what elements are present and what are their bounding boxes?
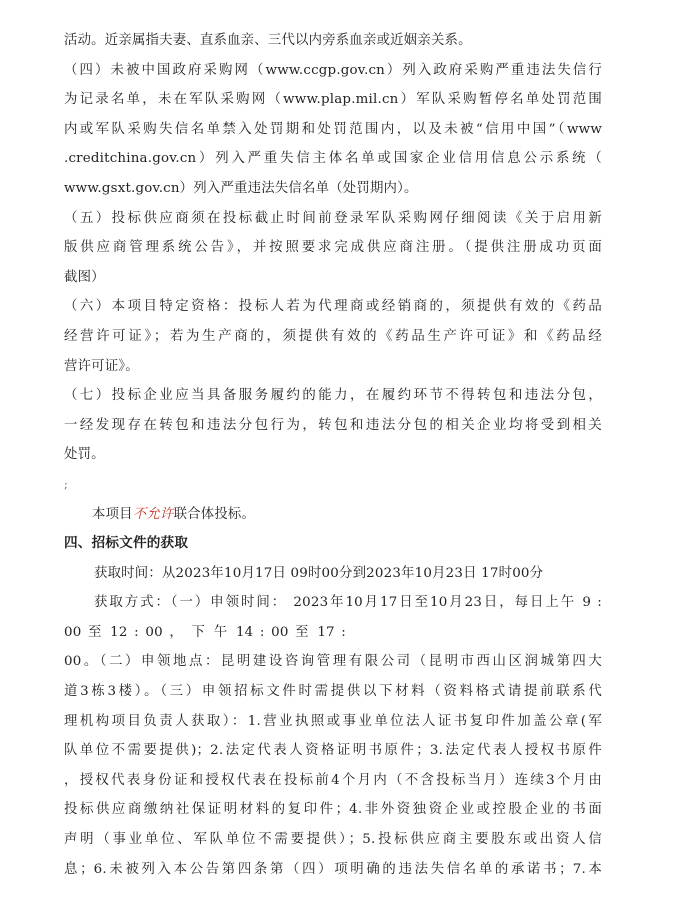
- document-page: [64, 26, 602, 884]
- text-line: ，授权代表身份证和授权代表在投标前4个月内（不含投标当月）连续3个月由: [64, 772, 602, 788]
- text-line: 为记录名单，未在军队采购网（www.plap.mil.cn）军队采购暂停名单处罚范围: [64, 92, 602, 108]
- text-line: 00 至 12 : 00 ， 下 午 14 : 00 至 17 :: [64, 624, 346, 640]
- text-line: （四）未被中国政府采购网（www.ccgp.gov.cn）列入政府采购严重违法失信行: [64, 62, 602, 78]
- text-line: 道3栋3楼）。（三）申领招标文件时需提供以下材料（资料格式请提前联系代: [64, 684, 602, 700]
- consortium-line: [64, 500, 602, 530]
- consortium-value: 不允许: [132, 506, 174, 522]
- text-line: 00。（二）申领地点：昆明建设咨询管理有限公司（昆明市西山区润城第四大: [64, 654, 602, 670]
- text-line: 声明（事业单位、军队单位不需要提供）；5.投标供应商主要股东或出资人信: [64, 832, 602, 848]
- text-line: 理机构项目负责人获取）：1.营业执照或事业单位法人证书复印件加盖公章(军: [64, 713, 602, 729]
- text-line: 内或军队采购失信名单禁入处罚期和处罚范围内，以及未被“信用中国”（www: [64, 121, 602, 137]
- text-line: 息；6.未被列入本公告第四条第（四）项明确的违法失信名单的承诺书；7.本: [64, 861, 602, 877]
- text-line: （六）本项目特定资格：投标人若为代理商或经销商的，须提供有效的《药品: [64, 299, 602, 315]
- text-line: 投标供应商缴纳社保证明材料的复印件；4.非外资独资企业或控股企业的书面: [64, 802, 602, 818]
- text-line: www.gsxt.gov.cn）列入严重违法失信名单（处罚期内）。: [64, 180, 418, 196]
- text-line: 处罚。: [64, 447, 105, 463]
- acquire-time: 获取时间：从2023年10月17日 09时00分到2023年10月23日 17时00分: [94, 565, 544, 581]
- text-line: （五）投标供应商须在投标截止时间前登录军队采购网仔细阅读《关于启用新: [64, 210, 602, 226]
- text-line: 截图）: [64, 269, 105, 285]
- stray-semicolon: ;: [64, 477, 68, 491]
- text-line: 队单位不需要提供)；2.法定代表人资格证明书原件；3.法定代表人授权书原件: [64, 743, 602, 759]
- text-line: （七）投标企业应当具备服务履约的能力，在履约环节不得转包和违法分包，: [64, 388, 602, 404]
- text-line: .creditchina.gov.cn）列入严重失信主体名单或国家企业信用信息公示系统（: [64, 151, 602, 167]
- text-line: 经营许可证》；若为生产商的，须提供有效的《药品生产许可证》和《药品经: [64, 328, 602, 344]
- section-heading: 四、招标文件的获取: [64, 535, 189, 552]
- text-line: 一经发现存在转包和违法分包行为，转包和违法分包的相关企业均将受到相关: [64, 417, 602, 433]
- consortium-suffix: 联合体投标。: [173, 506, 256, 522]
- consortium-prefix: 本项目: [92, 506, 133, 522]
- text-line: 活动。近亲属指夫妻、直系血亲、三代以内旁系血亲或近姻亲关系。: [64, 33, 472, 48]
- acquire-method: 获取方式：（一）申领时间： 2023年10月17日至10月23日，每日上午 9 :: [94, 595, 602, 611]
- text-line: 版供应商管理系统公告》，并按照要求完成供应商注册。（提供注册成功页面: [64, 240, 602, 256]
- text-line: 营许可证》。: [64, 358, 139, 374]
